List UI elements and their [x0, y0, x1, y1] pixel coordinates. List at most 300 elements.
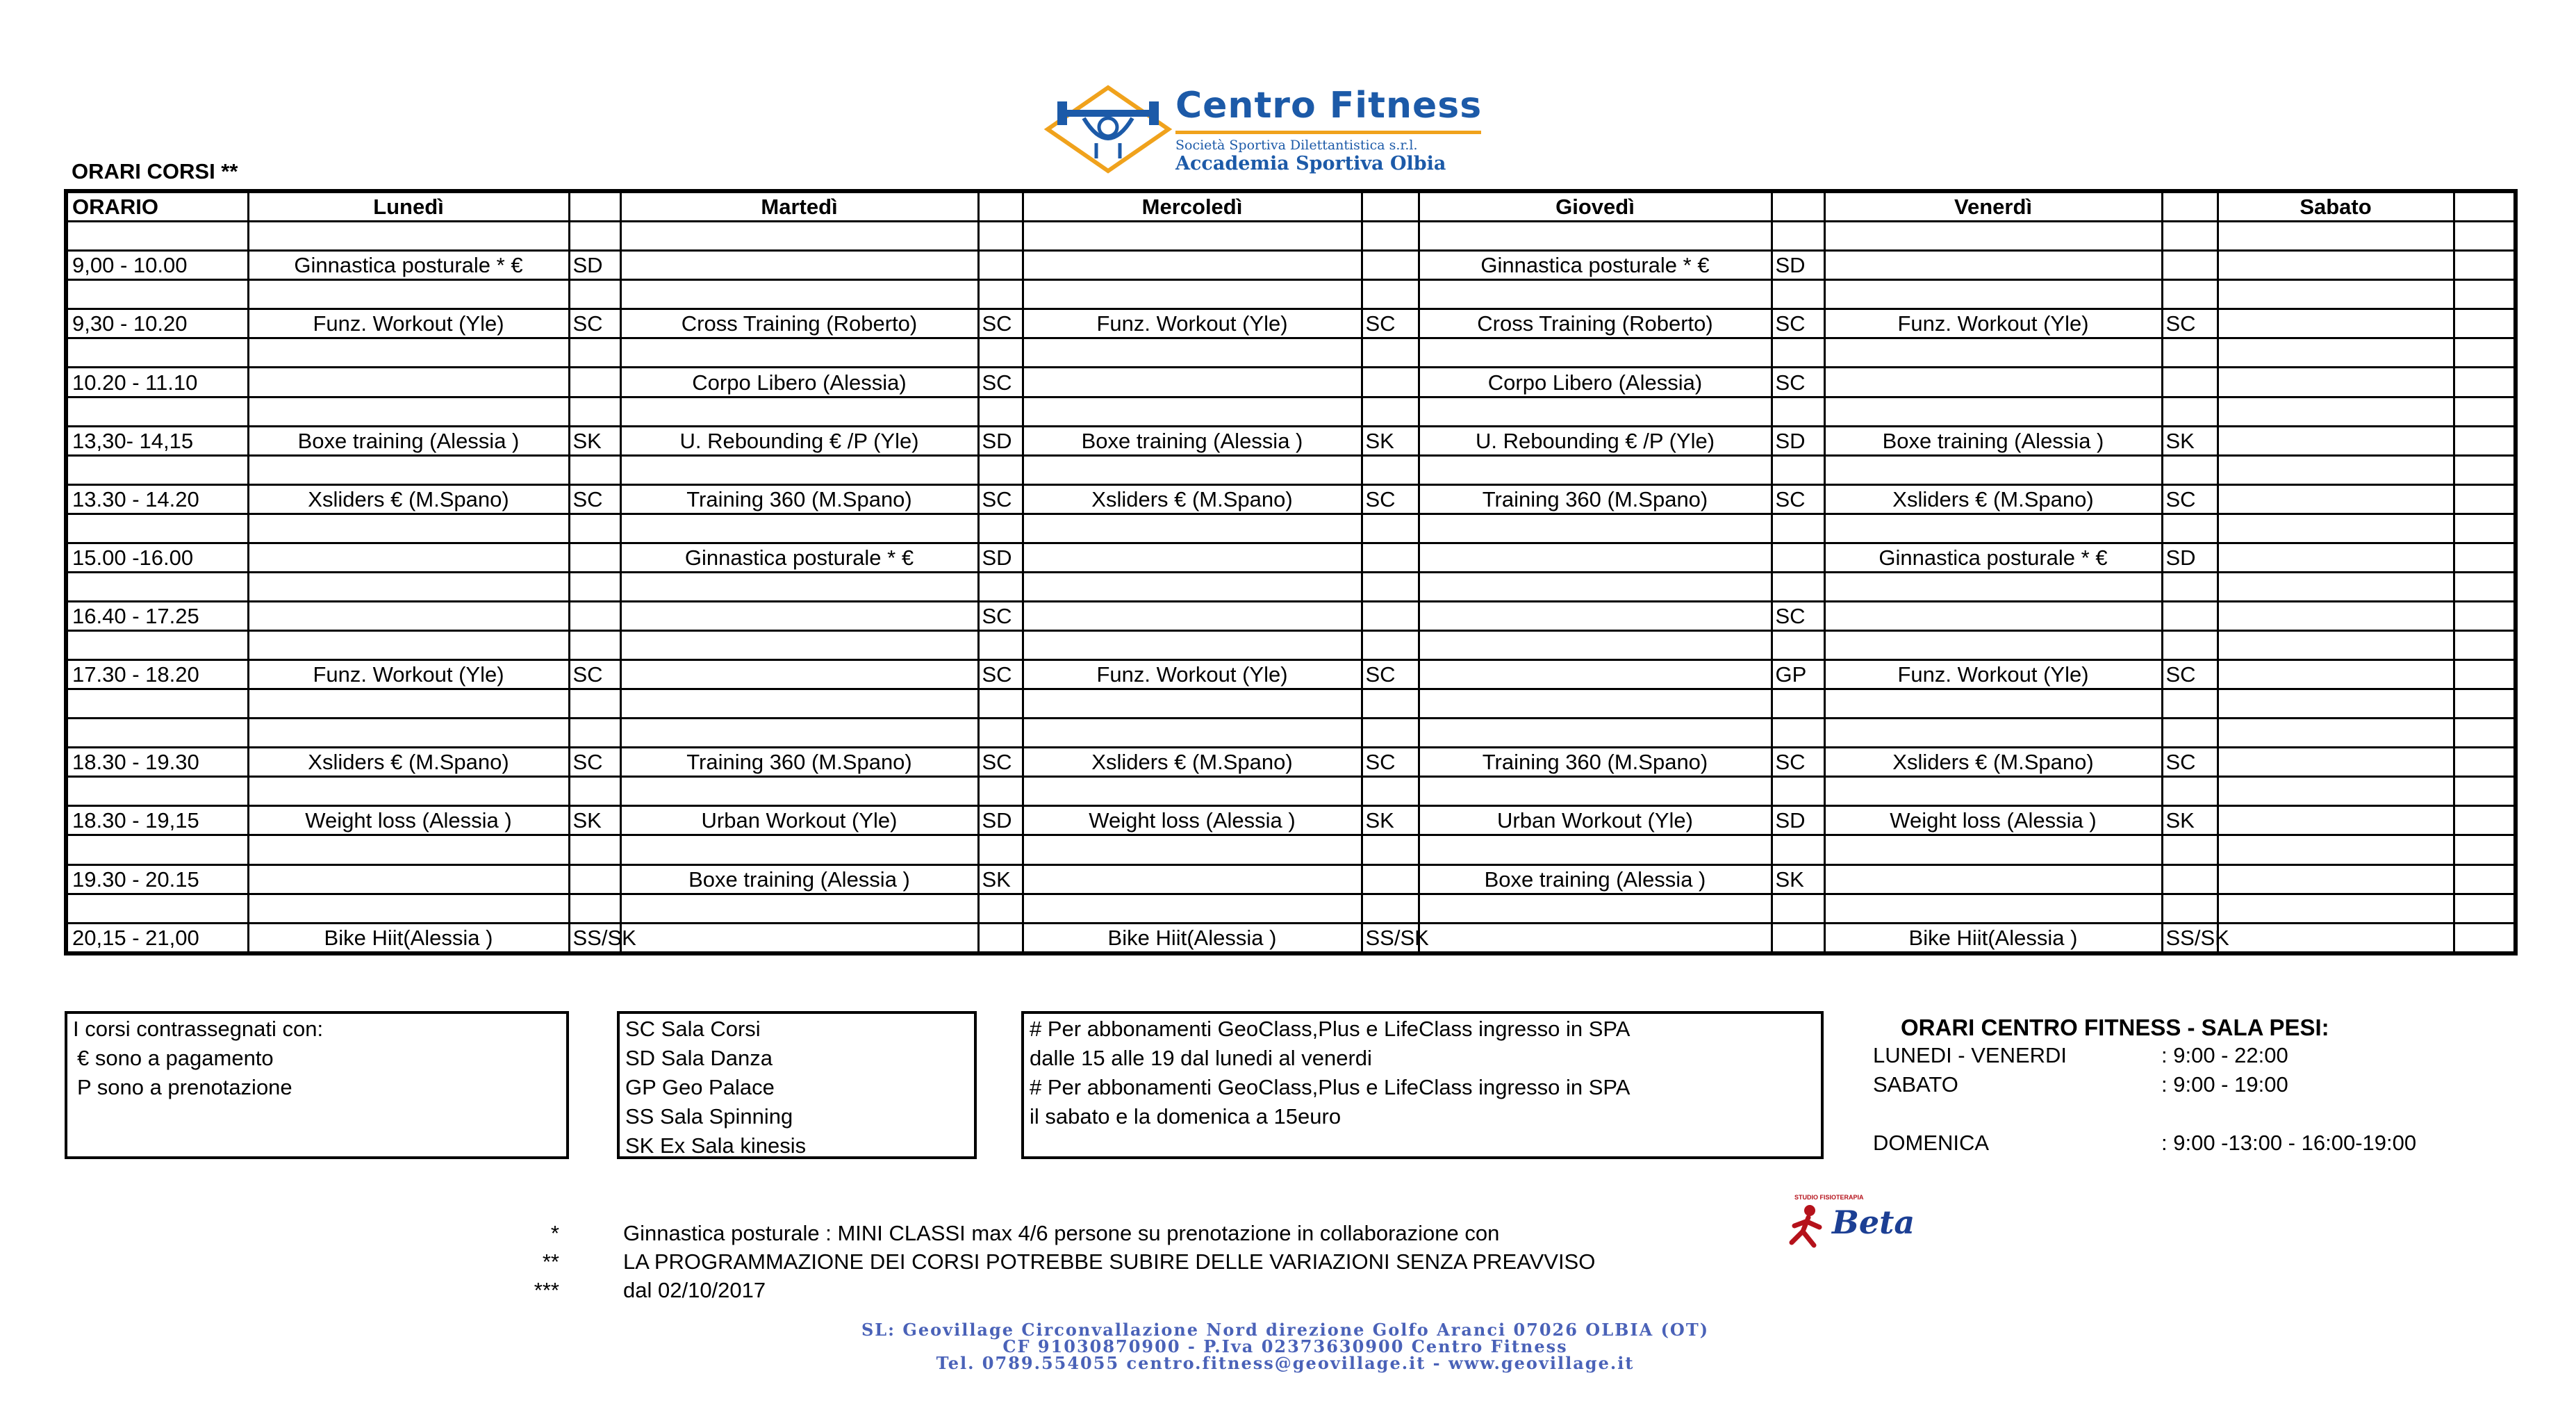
course-cell — [1023, 338, 1362, 368]
course-cell — [1824, 631, 2162, 660]
room-code-cell — [2454, 864, 2516, 894]
room-code-cell: SC — [1362, 748, 1419, 777]
room-code-cell — [1772, 923, 1824, 953]
room-code-cell — [2454, 338, 2516, 368]
room-code-cell — [2162, 894, 2218, 923]
logo-subtitle-company: Società Sportiva Dilettantistica s.r.l. — [1175, 138, 1418, 153]
room-code-cell — [569, 864, 620, 894]
room-code-cell: SS/SK — [1362, 923, 1419, 953]
course-cell — [620, 719, 978, 748]
room-code-cell — [2454, 689, 2516, 719]
room-code-cell — [569, 222, 620, 251]
room-code-cell: SD — [978, 806, 1023, 835]
room-code-cell — [2162, 689, 2218, 719]
course-cell — [2218, 543, 2454, 572]
course-cell — [1824, 777, 2162, 806]
room-code-cell — [2162, 368, 2218, 397]
course-cell — [1419, 601, 1772, 630]
time-slot-cell: 9,00 - 10.00 — [66, 251, 248, 280]
day-header-cell — [1772, 191, 1824, 222]
course-cell — [1419, 835, 1772, 864]
room-code-cell — [2162, 572, 2218, 601]
room-code-cell — [1362, 864, 1419, 894]
day-header-cell: Mercoledì — [1023, 191, 1362, 222]
course-cell: Ginnastica posturale * € — [248, 251, 569, 280]
room-code-cell: SK — [569, 806, 620, 835]
timetable-row — [66, 397, 2516, 426]
timetable-row — [66, 777, 2516, 806]
course-cell — [1023, 543, 1362, 572]
course-cell — [620, 397, 978, 426]
course-cell — [1824, 572, 2162, 601]
course-cell — [1419, 689, 1772, 719]
room-code-cell: SK — [569, 426, 620, 455]
timetable-row — [66, 689, 2516, 719]
room-code-cell — [1362, 514, 1419, 543]
timetable-row — [66, 748, 2516, 777]
room-code-cell: SC — [2162, 748, 2218, 777]
course-cell — [248, 894, 569, 923]
course-cell — [2218, 368, 2454, 397]
room-code-cell — [978, 251, 1023, 280]
time-slot-cell: 18.30 - 19.30 — [66, 748, 248, 777]
course-cell — [1023, 251, 1362, 280]
room-code-cell: SS/SK — [569, 923, 620, 953]
room-code-cell — [2162, 251, 2218, 280]
course-cell: Xsliders € (M.Spano) — [1023, 484, 1362, 514]
course-cell — [1419, 455, 1772, 484]
time-slot-cell — [66, 397, 248, 426]
legend-line: € sono a pagamento — [77, 1046, 274, 1070]
time-slot-cell — [66, 689, 248, 719]
room-code-cell — [569, 368, 620, 397]
course-cell — [620, 572, 978, 601]
course-cell — [1419, 719, 1772, 748]
room-code-cell — [2162, 397, 2218, 426]
room-code-cell — [2454, 748, 2516, 777]
timetable-row — [66, 251, 2516, 280]
room-code-cell: GP — [1772, 660, 1824, 689]
course-cell: U. Rebounding € /P (Yle) — [1419, 426, 1772, 455]
course-cell: Urban Workout (Yle) — [1419, 806, 1772, 835]
time-slot-cell — [66, 835, 248, 864]
course-cell: Bike Hiit(Alessia ) — [1824, 923, 2162, 953]
room-code-cell — [2454, 806, 2516, 835]
timetable-row — [66, 514, 2516, 543]
course-cell — [620, 894, 978, 923]
room-code-cell — [1772, 689, 1824, 719]
room-code-cell: SD — [978, 543, 1023, 572]
time-slot-cell — [66, 777, 248, 806]
time-slot-cell — [66, 455, 248, 484]
beta-logo-word: Beta — [1832, 1204, 1915, 1241]
room-code-cell — [2454, 543, 2516, 572]
hours-day: SABATO — [1873, 1072, 1958, 1097]
course-cell — [1824, 601, 2162, 630]
course-cell: Xsliders € (M.Spano) — [1824, 484, 2162, 514]
course-cell — [1824, 835, 2162, 864]
course-cell — [1023, 777, 1362, 806]
course-cell: Funz. Workout (Yle) — [248, 660, 569, 689]
course-cell — [2218, 222, 2454, 251]
time-slot-cell — [66, 338, 248, 368]
course-cell — [2218, 835, 2454, 864]
time-slot-cell — [66, 222, 248, 251]
course-cell — [2218, 631, 2454, 660]
course-cell — [1824, 455, 2162, 484]
spa-line: il sabato e la domenica a 15euro — [1030, 1104, 1341, 1129]
beta-physio-logo — [1782, 1194, 1914, 1251]
timetable-row — [66, 835, 2516, 864]
room-code-cell: SC — [2162, 660, 2218, 689]
room-code-cell — [2454, 484, 2516, 514]
room-code-cell — [2454, 572, 2516, 601]
timetable-row — [66, 484, 2516, 514]
course-cell — [248, 864, 569, 894]
room-code-cell — [1772, 835, 1824, 864]
time-slot-cell: 10.20 - 11.10 — [66, 368, 248, 397]
timetable-row — [66, 455, 2516, 484]
room-code-cell — [978, 777, 1023, 806]
course-cell — [1419, 397, 1772, 426]
room-code-cell — [978, 280, 1023, 309]
room-code-cell — [1772, 397, 1824, 426]
course-cell — [1419, 543, 1772, 572]
course-cell: Corpo Libero (Alessia) — [620, 368, 978, 397]
course-cell — [1824, 397, 2162, 426]
course-cell — [2218, 894, 2454, 923]
day-header-cell: Sabato — [2218, 191, 2454, 222]
course-cell — [248, 689, 569, 719]
day-header-cell — [2162, 191, 2218, 222]
course-cell — [1419, 338, 1772, 368]
room-code-cell: SC — [1362, 660, 1419, 689]
timetable-row — [66, 601, 2516, 630]
course-cell — [620, 631, 978, 660]
course-cell — [620, 601, 978, 630]
time-slot-cell: 17.30 - 18.20 — [66, 660, 248, 689]
room-code-cell: SC — [978, 484, 1023, 514]
timetable-header-row — [66, 191, 2516, 222]
room-code-cell — [978, 572, 1023, 601]
room-code-cell — [2454, 777, 2516, 806]
room-code-cell — [1362, 222, 1419, 251]
timetable-row — [66, 368, 2516, 397]
course-cell — [2218, 572, 2454, 601]
course-cell — [1023, 601, 1362, 630]
course-cell — [1824, 251, 2162, 280]
room-code-cell — [1362, 689, 1419, 719]
course-cell — [1824, 864, 2162, 894]
room-code-cell — [1362, 601, 1419, 630]
time-slot-cell — [66, 719, 248, 748]
room-code-cell — [1362, 777, 1419, 806]
course-cell — [1419, 923, 1772, 953]
time-slot-cell: 18.30 - 19,15 — [66, 806, 248, 835]
course-cell — [2218, 251, 2454, 280]
room-code-cell — [2162, 222, 2218, 251]
room-code-cell — [978, 514, 1023, 543]
room-code-cell: SC — [569, 309, 620, 338]
course-cell — [2218, 719, 2454, 748]
spa-access-box — [1021, 1011, 1824, 1159]
course-cell: Cross Training (Roberto) — [620, 309, 978, 338]
timetable-row — [66, 631, 2516, 660]
room-code-cell — [569, 601, 620, 630]
timetable-row — [66, 923, 2516, 953]
room-code-cell — [1362, 835, 1419, 864]
spa-line: dalle 15 alle 19 dal lunedi al venerdi — [1030, 1046, 1372, 1070]
timetable-row — [66, 338, 2516, 368]
course-cell: Funz. Workout (Yle) — [1023, 660, 1362, 689]
room-code-cell — [2454, 835, 2516, 864]
room-code-cell — [1772, 222, 1824, 251]
beta-logo-caption: STUDIO FISIOTERAPIA — [1794, 1194, 1864, 1201]
note-mark: * — [550, 1221, 559, 1245]
course-cell: Urban Workout (Yle) — [620, 806, 978, 835]
legend-box — [65, 1011, 569, 1159]
room-code-cell: SK — [1362, 426, 1419, 455]
room-code-cell — [978, 631, 1023, 660]
room-line: SK Ex Sala kinesis — [625, 1133, 807, 1158]
gym-emblem-icon — [1042, 82, 1174, 176]
day-header-cell: Martedì — [620, 191, 978, 222]
course-cell — [1023, 222, 1362, 251]
room-code-cell: SC — [569, 484, 620, 514]
legend-line: I corsi contrassegnati con: — [73, 1017, 324, 1041]
course-cell: Funz. Workout (Yle) — [1824, 309, 2162, 338]
time-slot-cell: 16.40 - 17.25 — [66, 601, 248, 630]
spa-line: # Per abbonamenti GeoClass,Plus e LifeClass ingresso in SPA — [1030, 1075, 1630, 1099]
course-cell — [620, 923, 978, 953]
room-code-cell — [1362, 543, 1419, 572]
room-code-cell — [1362, 397, 1419, 426]
timetable-row — [66, 543, 2516, 572]
day-header-cell: ORARIO — [66, 191, 248, 222]
timetable-row — [66, 894, 2516, 923]
runner-figure-icon — [1782, 1202, 1832, 1249]
footer-address: SL: Geovillage Circonvallazione Nord direzione Golfo Aranci 07026 OLBIA (OT) — [861, 1320, 1710, 1340]
course-cell — [1023, 719, 1362, 748]
course-cell — [1023, 894, 1362, 923]
room-code-cell — [569, 719, 620, 748]
timetable-row — [66, 719, 2516, 748]
room-code-cell — [569, 543, 620, 572]
course-cell: Xsliders € (M.Spano) — [248, 748, 569, 777]
room-code-cell — [2454, 280, 2516, 309]
room-code-cell: SS/SK — [2162, 923, 2218, 953]
course-cell — [1023, 280, 1362, 309]
note-mark: ** — [542, 1249, 559, 1274]
room-code-cell — [978, 923, 1023, 953]
course-cell — [1023, 572, 1362, 601]
room-code-cell — [1772, 719, 1824, 748]
room-code-cell — [2162, 280, 2218, 309]
course-cell — [2218, 397, 2454, 426]
time-slot-cell — [66, 572, 248, 601]
course-cell — [620, 777, 978, 806]
hours-range: : 9:00 - 19:00 — [2161, 1072, 2288, 1097]
course-cell — [248, 543, 569, 572]
hours-range: : 9:00 - 22:00 — [2161, 1043, 2288, 1067]
room-code-cell — [978, 689, 1023, 719]
room-code-cell: SC — [1362, 309, 1419, 338]
room-code-cell — [1772, 455, 1824, 484]
course-cell: Xsliders € (M.Spano) — [1824, 748, 2162, 777]
timetable-row — [66, 806, 2516, 835]
room-code-cell — [1772, 572, 1824, 601]
course-cell: Cross Training (Roberto) — [1419, 309, 1772, 338]
rooms-box — [617, 1011, 977, 1159]
room-code-cell — [978, 455, 1023, 484]
room-code-cell — [569, 894, 620, 923]
room-code-cell — [1772, 338, 1824, 368]
course-cell — [248, 777, 569, 806]
note-text: LA PROGRAMMAZIONE DEI CORSI POTREBBE SUBIRE DELLE VARIAZIONI SENZA PREAVVISO — [623, 1249, 1596, 1274]
timetable-row — [66, 660, 2516, 689]
room-code-cell: SD — [1772, 426, 1824, 455]
room-code-cell — [2454, 601, 2516, 630]
course-cell — [1023, 397, 1362, 426]
course-cell — [620, 514, 978, 543]
course-cell — [1023, 835, 1362, 864]
course-cell: Bike Hiit(Alessia ) — [1023, 923, 1362, 953]
weights-room-hours — [1873, 1011, 2512, 1164]
course-cell: Bike Hiit(Alessia ) — [248, 923, 569, 953]
course-cell — [1419, 777, 1772, 806]
course-cell: Training 360 (M.Spano) — [620, 484, 978, 514]
room-code-cell — [1362, 719, 1419, 748]
day-header-cell: Giovedì — [1419, 191, 1772, 222]
room-code-cell: SC — [1772, 368, 1824, 397]
room-code-cell: SC — [978, 368, 1023, 397]
course-cell: Weight loss (Alessia ) — [1824, 806, 2162, 835]
time-slot-cell: 13,30- 14,15 — [66, 426, 248, 455]
time-slot-cell: 20,15 - 21,00 — [66, 923, 248, 953]
course-cell — [1419, 631, 1772, 660]
course-cell — [2218, 660, 2454, 689]
room-code-cell — [2454, 660, 2516, 689]
course-timetable — [64, 189, 2518, 955]
room-code-cell — [2162, 514, 2218, 543]
room-line: SS Sala Spinning — [625, 1104, 793, 1129]
course-cell: U. Rebounding € /P (Yle) — [620, 426, 978, 455]
timetable-row — [66, 309, 2516, 338]
time-slot-cell: 15.00 -16.00 — [66, 543, 248, 572]
day-header-cell — [2454, 191, 2516, 222]
course-cell — [2218, 514, 2454, 543]
time-slot-cell: 9,30 - 10.20 — [66, 309, 248, 338]
legend-line: P sono a prenotazione — [77, 1075, 292, 1099]
note-text: Ginnastica posturale : MINI CLASSI max 4/6 persone su prenotazione in collaborazione con — [623, 1221, 1500, 1245]
course-cell — [1824, 514, 2162, 543]
day-header-cell: Venerdì — [1824, 191, 2162, 222]
course-cell — [1419, 222, 1772, 251]
room-code-cell — [978, 835, 1023, 864]
timetable-row — [66, 572, 2516, 601]
course-cell — [248, 514, 569, 543]
room-code-cell — [2162, 864, 2218, 894]
room-code-cell: SD — [978, 426, 1023, 455]
course-cell — [1023, 631, 1362, 660]
course-cell — [2218, 864, 2454, 894]
course-cell: Boxe training (Alessia ) — [1824, 426, 2162, 455]
room-code-cell — [2162, 777, 2218, 806]
course-cell: Corpo Libero (Alessia) — [1419, 368, 1772, 397]
room-code-cell — [978, 719, 1023, 748]
room-code-cell — [2162, 719, 2218, 748]
course-cell: Boxe training (Alessia ) — [620, 864, 978, 894]
course-cell — [2218, 689, 2454, 719]
room-code-cell — [1772, 631, 1824, 660]
course-cell — [248, 835, 569, 864]
room-code-cell — [2162, 338, 2218, 368]
room-code-cell — [978, 397, 1023, 426]
spa-line: # Per abbonamenti GeoClass,Plus e LifeClass ingresso in SPA — [1030, 1017, 1630, 1041]
room-code-cell — [2162, 601, 2218, 630]
course-cell: Training 360 (M.Spano) — [1419, 484, 1772, 514]
room-code-cell — [569, 280, 620, 309]
course-cell: Boxe training (Alessia ) — [1023, 426, 1362, 455]
timetable-row — [66, 280, 2516, 309]
time-slot-cell: 13.30 - 14.20 — [66, 484, 248, 514]
room-code-cell: SC — [978, 748, 1023, 777]
footer-tax-ids: CF 91030870900 - P.Iva 02373630900 Centro Fitness — [1002, 1336, 1568, 1356]
room-code-cell — [2454, 455, 2516, 484]
logo-subtitle-academy: Accademia Sportiva Olbia — [1175, 153, 1446, 174]
room-code-cell — [569, 514, 620, 543]
course-cell — [248, 455, 569, 484]
course-cell — [1419, 894, 1772, 923]
hours-range: : 9:00 -13:00 - 16:00-19:00 — [2161, 1131, 2417, 1155]
course-cell — [248, 397, 569, 426]
day-header-cell — [569, 191, 620, 222]
room-line: SC Sala Corsi — [625, 1017, 761, 1041]
course-cell — [248, 280, 569, 309]
centro-fitness-logo — [1042, 82, 1494, 179]
course-cell: Training 360 (M.Spano) — [620, 748, 978, 777]
room-code-cell — [2454, 894, 2516, 923]
course-cell: Funz. Workout (Yle) — [1023, 309, 1362, 338]
course-cell — [620, 455, 978, 484]
note-mark: *** — [534, 1278, 559, 1302]
room-code-cell: SC — [569, 660, 620, 689]
course-cell — [1419, 572, 1772, 601]
course-cell — [248, 631, 569, 660]
room-code-cell: SC — [1772, 601, 1824, 630]
course-cell: Boxe training (Alessia ) — [248, 426, 569, 455]
room-code-cell: SC — [978, 601, 1023, 630]
room-code-cell — [1362, 338, 1419, 368]
course-cell — [1419, 514, 1772, 543]
room-line: GP Geo Palace — [625, 1075, 775, 1099]
timetable-row — [66, 864, 2516, 894]
room-code-cell — [2454, 397, 2516, 426]
course-cell — [2218, 923, 2454, 953]
room-code-cell — [2454, 222, 2516, 251]
course-cell — [2218, 601, 2454, 630]
course-cell — [1824, 222, 2162, 251]
room-line: SD Sala Danza — [625, 1046, 773, 1070]
room-code-cell — [569, 455, 620, 484]
room-code-cell — [1772, 777, 1824, 806]
room-code-cell — [1772, 543, 1824, 572]
room-code-cell — [1772, 514, 1824, 543]
day-header-cell — [978, 191, 1023, 222]
room-code-cell — [1362, 894, 1419, 923]
room-code-cell: SD — [1772, 806, 1824, 835]
course-cell — [1824, 338, 2162, 368]
